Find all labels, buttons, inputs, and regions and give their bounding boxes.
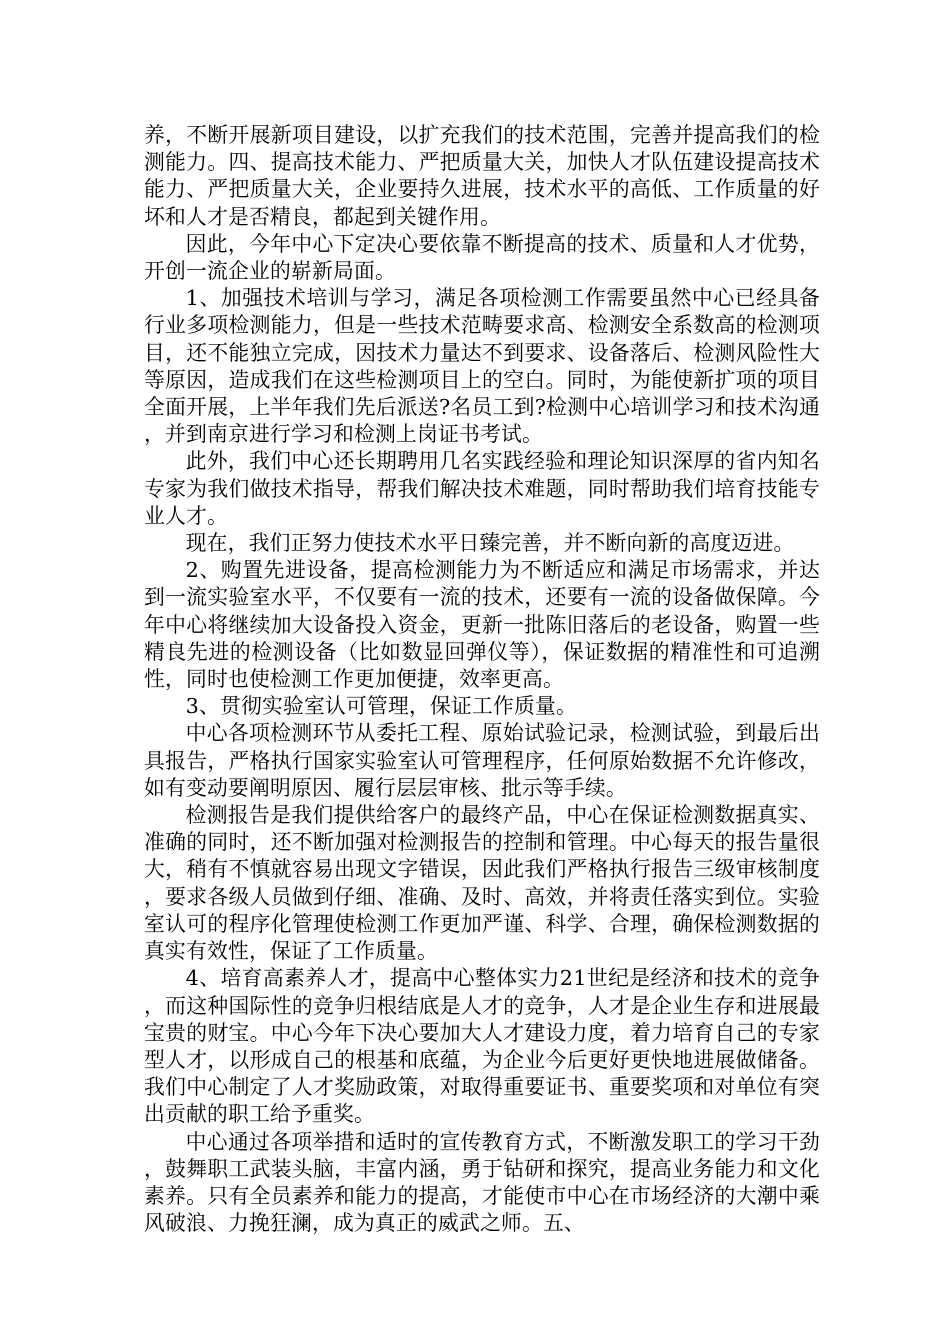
paragraph-expert-guidance: 此外，我们中心还长期聘用几名实践经验和理论知识深厚的省内知名专家为我们做技术指导，帮我们解决技术难题，同时帮助我们培育技能专业人才。: [144, 449, 820, 528]
paragraph-staff-motivation: 中心通过各项举措和适时的宣传教育方式，不断激发职工的学习干劲，鼓舞职工武装头脑，丰富内涵，勇于钻研和探究，提高业务能力和文化素养。只有全员素养和能力的提高，才能使市中心在市场经济的大潮中乘风破浪、力挽狂澜，成为真正的威武之师。五、: [144, 1129, 820, 1236]
paragraph-current-progress: 现在，我们正努力使技术水平日臻完善，并不断向新的高度迈进。: [185, 531, 795, 556]
paragraph-equipment: 2、购置先进设备，提高检测能力为不断适应和满足市场需求，并达到一流实验室水平，不仅要有一流的技术，还要有一流的设备做保障。今年中心将继续加大设备投入资金，更新一批陈旧落后的老设备，购置一些精良先进的检测设备（比如数显回弹仪等），保证数据的精准性和可追溯性，同时也使检测工作更加便捷，效率更高。: [144, 558, 820, 692]
paragraph-continued: 养，不断开展新项目建设，以扩充我们的技术范围，完善并提高我们的检测能力。四、提高技术能力、严把质量大关，加快人才队伍建设提高技术能力、严把质量大关，企业要持久进展，技术水平的高低、工作质量的好坏和人才是否精良，都起到关键作用。: [144, 123, 820, 229]
paragraph-conclusion: 因此，今年中心下定决心要依靠不断提高的技术、质量和人才优势，开创一流企业的崭新局面。: [144, 231, 820, 284]
paragraph-testing-procedure: 中心各项检测环节从委托工程、原始试验记录，检测试验，到最后出具报告，严格执行国家实验室认可管理程序，任何原始数据不允许修改，如有变动要阐明原因、履行层层审核、批示等手续。: [144, 721, 820, 800]
document-page: [144, 122, 820, 1237]
paragraph-talent-cultivation: 4、培育高素养人才，提高中心整体实力21世纪是经济和技术的竞争，而这种国际性的竞争归根结底是人才的竞争，人才是企业生存和进展最宝贵的财宝。中心今年下决心要加大人才建设力度，着力培育自己的专家型人才，以形成自己的根基和底蕴，为企业今后更好更快地进展做储备。我们中心制定了人才奖励政策，对取得重要证书、重要奖项和对单位有突出贡献的职工给予重奖。: [144, 966, 820, 1127]
paragraph-report-management: 检测报告是我们提供给客户的最终产品，中心在保证检测数据真实、准确的同时，还不断加强对检测报告的控制和管理。中心每天的报告量很大，稍有不慎就容易出现文字错误，因此我们严格执行报告三级审核制度，要求各级人员做到仔细、准确、及时、高效，并将责任落实到位。实验室认可的程序化管理使检测工作更加严谨、科学、合理，确保检测数据的真实有效性，保证了工作质量。: [144, 803, 820, 964]
paragraph-lab-accreditation-heading: 3、贯彻实验室认可管理，保证工作质量。: [185, 694, 577, 719]
paragraph-technical-training: 1、加强技术培训与学习，满足各项检测工作需要虽然中心已经具备行业多项检测能力，但是一些技术范畴要求高、检测安全系数高的检测项目，还不能独立完成，因技术力量达不到要求、设备落后、检测风险性大等原因，造成我们在这些检测项目上的空白。同时，为能使新扩项的项目全面开展，上半年我们先后派送?名员工到?检测中心培训学习和技术沟通，并到南京进行学习和检测上岗证书考试。: [144, 286, 820, 447]
